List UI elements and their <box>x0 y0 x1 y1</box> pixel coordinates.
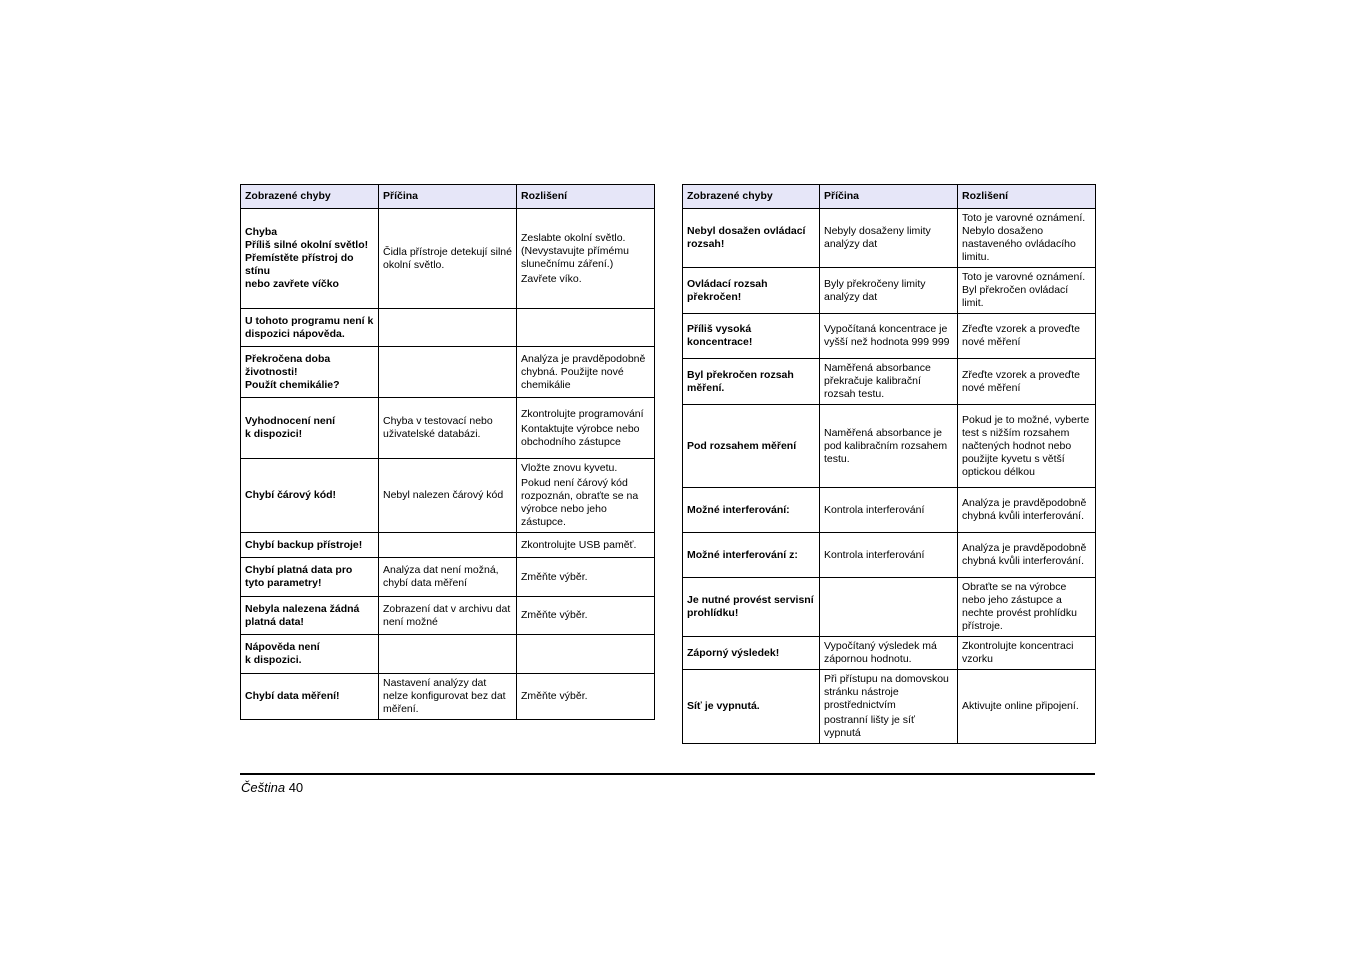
error-cell-text: Možné interferování z: <box>687 548 798 561</box>
resolution-cell <box>958 637 1096 670</box>
error-cell <box>241 597 379 635</box>
error-cell-text: Záporný výsledek! <box>687 646 780 659</box>
cause-cell-text: Nebyly dosaženy limity analýzy dat <box>824 225 931 250</box>
resolution-cell-text: Analýza je pravděpodobně chybná. Použijte nové chemikálie <box>521 352 646 391</box>
resolution-cell-text: Zřeďte vzorek a proveďte nové měření <box>962 368 1080 394</box>
error-cell <box>683 488 820 533</box>
table-row <box>683 637 1096 670</box>
cause-cell <box>820 578 958 637</box>
header-cause: Příčina <box>820 185 958 209</box>
cause-cell <box>379 533 517 558</box>
header-displayed-errors: Zobrazené chyby <box>241 185 379 209</box>
cause-cell <box>820 209 958 268</box>
error-cell-text: k dispozici! <box>245 428 303 440</box>
cause-cell-text: postranní lišty je síť vypnutá <box>824 714 915 739</box>
cause-cell-text: Naměřená absorbance překračuje kalibrační rozsah testu. <box>824 362 931 400</box>
error-cell <box>683 268 820 314</box>
resolution-cell <box>958 268 1096 314</box>
cause-cell <box>820 359 958 405</box>
cause-cell-text: Čidla přístroje detekují silné okolní světlo. <box>383 245 512 271</box>
resolution-cell-text: Toto je varovné oznámení. Nebylo dosaženo nastaveného ovládacího limitu. <box>962 212 1086 263</box>
cause-cell-text: Vypočítaný výsledek má zápornou hodnotu. <box>824 640 937 665</box>
error-cell-text: Nápověda není <box>245 641 320 653</box>
cause-cell <box>820 268 958 314</box>
resolution-cell <box>517 459 655 533</box>
error-cell-text: nebo zavřete víčko <box>245 278 339 290</box>
cause-cell <box>379 398 517 459</box>
cause-cell <box>379 347 517 398</box>
resolution-cell <box>958 670 1096 744</box>
table-row <box>683 209 1096 268</box>
resolution-cell-text: Vložte znovu kyvetu. <box>521 462 618 474</box>
header-displayed-errors: Zobrazené chyby <box>683 185 820 209</box>
resolution-cell <box>517 309 655 347</box>
cause-cell <box>379 674 517 720</box>
cause-cell <box>379 558 517 597</box>
footer-divider <box>240 773 1095 775</box>
resolution-cell <box>517 347 655 398</box>
resolution-cell-text: Zřeďte vzorek a proveďte nové měření <box>962 323 1080 348</box>
error-cell-text: Chybí backup přístroje! <box>245 538 363 551</box>
resolution-cell-text: Zkontrolujte programování <box>521 407 644 420</box>
error-cell-text: Je nutné provést servisní prohlídku! <box>687 594 814 619</box>
resolution-cell <box>517 558 655 597</box>
error-cell <box>241 674 379 720</box>
table-row <box>241 398 655 459</box>
resolution-cell-text: Pokud není čárový kód rozpoznán, obraťte se na výrobce nebo jeho zástupce. <box>521 477 639 528</box>
resolution-cell <box>517 398 655 459</box>
error-cell <box>241 398 379 459</box>
error-cell <box>241 459 379 533</box>
table-row <box>683 578 1096 637</box>
error-cell <box>241 533 379 558</box>
error-cell <box>241 209 379 309</box>
error-cell-text: k dispozici. <box>245 654 302 666</box>
cause-cell <box>379 209 517 309</box>
cause-cell <box>820 670 958 744</box>
table-row <box>683 314 1096 359</box>
cause-cell-text: Byly překročeny limity analýzy dat <box>824 277 926 303</box>
cause-cell-text: Nebyl nalezen čárový kód <box>383 489 504 501</box>
table-row <box>241 674 655 720</box>
errors-table-right <box>682 184 1096 744</box>
resolution-cell <box>517 597 655 635</box>
resolution-cell-text: Analýza je pravděpodobně chybná kvůli interferování. <box>962 542 1087 567</box>
cause-cell <box>379 597 517 635</box>
table-row <box>683 359 1096 405</box>
resolution-cell <box>517 635 655 674</box>
resolution-cell-text: Analýza je pravděpodobně chybná kvůli interferování. <box>962 497 1087 522</box>
error-cell <box>241 635 379 674</box>
error-cell <box>241 309 379 347</box>
resolution-cell-text: Toto je varovné oznámení. Byl překročen ovládací limit. <box>962 271 1086 309</box>
error-cell-text: Ovládací rozsah překročen! <box>687 277 768 303</box>
resolution-cell <box>958 533 1096 578</box>
resolution-cell <box>958 209 1096 268</box>
error-cell <box>683 670 820 744</box>
error-cell-text: Nebyla nalezena žádná platná data! <box>245 602 360 628</box>
table-row <box>241 558 655 597</box>
error-cell-text: Síť je vypnutá. <box>687 700 760 712</box>
resolution-cell-text: Aktivujte online připojení. <box>962 700 1079 712</box>
table-header-row <box>683 185 1096 209</box>
cause-cell <box>379 459 517 533</box>
error-cell <box>241 558 379 597</box>
resolution-cell-text: Kontaktujte výrobce nebo obchodního zástupce <box>521 422 640 448</box>
cause-cell-text: Zobrazení dat v archivu dat není možné <box>383 602 511 628</box>
error-cell-text: Příliš silné okolní světlo! <box>245 239 369 251</box>
error-cell <box>683 405 820 488</box>
error-cell-text: Možné interferování: <box>687 503 790 516</box>
error-cell <box>241 347 379 398</box>
error-cell-text: Přemístěte přístroj do stínu <box>245 252 354 277</box>
error-cell-text: Chybí platná data pro tyto parametry! <box>245 564 353 589</box>
table-header-row <box>241 185 655 209</box>
cause-cell <box>820 314 958 359</box>
resolution-cell <box>958 488 1096 533</box>
resolution-cell-text: Pokud je to možné, vyberte test s nižším rozsahem načtených hodnot nebo použijte kyvetu s větší optickou délkou <box>962 413 1090 478</box>
table-row <box>683 488 1096 533</box>
error-cell <box>683 533 820 578</box>
cause-cell-text: Vypočítaná koncentrace je vyšší než hodnota 999 999 <box>824 323 950 348</box>
resolution-cell <box>958 578 1096 637</box>
cause-cell <box>820 533 958 578</box>
error-cell-text: Chybí data měření! <box>245 690 340 702</box>
header-cause: Příčina <box>379 185 517 209</box>
error-cell-text: Chyba <box>245 226 278 238</box>
error-cell-text: Překročena doba životnosti! <box>245 352 331 378</box>
resolution-cell-text: Změňte výběr. <box>521 690 588 702</box>
resolution-cell <box>517 533 655 558</box>
page-footer <box>241 780 303 795</box>
table-row <box>241 459 655 533</box>
error-cell-text: Byl překročen rozsah měření. <box>687 368 794 394</box>
table-row <box>241 597 655 635</box>
cause-cell <box>820 488 958 533</box>
resolution-cell-text: Zkontrolujte USB paměť. <box>521 538 637 551</box>
error-cell <box>683 637 820 670</box>
resolution-cell <box>958 314 1096 359</box>
table-row <box>241 309 655 347</box>
cause-cell <box>379 309 517 347</box>
table-row <box>241 347 655 398</box>
errors-table-left <box>240 184 655 720</box>
table-row <box>683 670 1096 744</box>
error-cell-text: Příliš vysoká koncentrace! <box>687 323 753 348</box>
error-cell-text: Pod rozsahem měření <box>687 439 797 452</box>
resolution-cell-text: Změňte výběr. <box>521 609 588 621</box>
header-resolution: Rozlišení <box>517 185 655 209</box>
resolution-cell <box>517 209 655 309</box>
error-cell <box>683 209 820 268</box>
footer-page-number: 40 <box>288 780 304 795</box>
table-row <box>683 268 1096 314</box>
resolution-cell-text: Obraťte se na výrobce nebo jeho zástupce a nechte provést prohlídku přístroje. <box>962 581 1077 632</box>
resolution-cell-text: Zkontrolujte koncentraci vzorku <box>962 640 1074 665</box>
resolution-cell <box>958 405 1096 488</box>
resolution-cell <box>517 674 655 720</box>
error-cell <box>683 359 820 405</box>
table-row <box>683 405 1096 488</box>
resolution-cell <box>958 359 1096 405</box>
cause-cell-text: Naměřená absorbance je pod kalibračním rozsahem testu. <box>824 426 948 465</box>
cause-cell <box>820 637 958 670</box>
error-cell-text: Použít chemikálie? <box>245 378 340 391</box>
cause-cell <box>820 405 958 488</box>
footer-language: Čeština <box>241 780 286 795</box>
error-cell <box>683 578 820 637</box>
error-cell-text: Nebyl dosažen ovládací rozsah! <box>687 225 806 250</box>
table-row <box>241 209 655 309</box>
cause-cell-text: Kontrola interferování <box>824 503 925 516</box>
cause-cell-text: Při přístupu na domovskou stránku nástroje prostřednictvím <box>824 673 949 711</box>
table-row <box>241 533 655 558</box>
error-cell-text: Vyhodnocení není <box>245 415 336 427</box>
cause-cell-text: Analýza dat není možná, chybí data měření <box>383 564 499 589</box>
table-row <box>683 533 1096 578</box>
resolution-cell-text: Změňte výběr. <box>521 570 588 583</box>
error-cell-text: U tohoto programu není k dispozici nápověda. <box>245 314 374 340</box>
cause-cell-text: Nastavení analýzy dat nelze konfigurovat bez dat měření. <box>383 677 506 715</box>
cause-cell-text: Kontrola interferování <box>824 548 925 561</box>
table-row <box>241 635 655 674</box>
error-cell <box>683 314 820 359</box>
resolution-cell-text: Zavřete víko. <box>521 272 582 285</box>
cause-cell <box>379 635 517 674</box>
error-cell-text: Chybí čárový kód! <box>245 489 337 501</box>
cause-cell-text: Chyba v testovací nebo uživatelské databázi. <box>383 415 493 440</box>
resolution-cell-text: Zeslabte okolní světlo. (Nevystavujte přímému slunečnímu záření.) <box>521 231 629 270</box>
header-resolution: Rozlišení <box>958 185 1096 209</box>
